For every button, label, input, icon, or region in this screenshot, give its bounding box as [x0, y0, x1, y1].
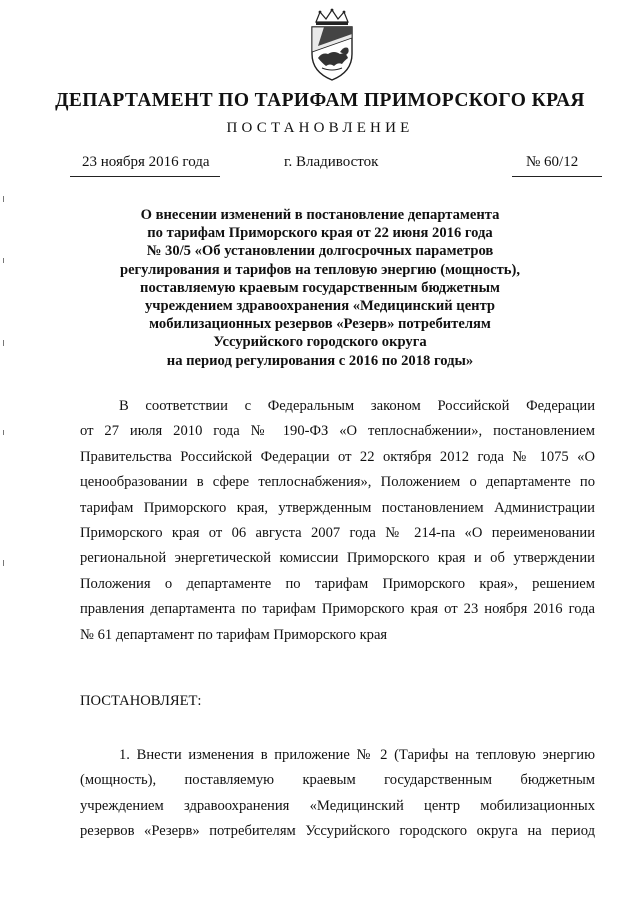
- date-underline: [70, 176, 220, 177]
- preamble-line: от 27 июля 2010 года № 190-ФЗ «О теплоснабжении», постановлением: [80, 423, 595, 440]
- heading-line: поставляемую краевым государственным бюджетным: [140, 279, 500, 296]
- department-title: ДЕПАРТАМЕНТ ПО ТАРИФАМ ПРИМОРСКОГО КРАЯ: [55, 90, 585, 111]
- heading-line: № 30/5 «Об установлении долгосрочных параметров: [146, 243, 494, 260]
- preamble-line: Приморского края от 06 августа 2007 года № 214-па «О переименовании: [80, 525, 595, 542]
- scan-mark: [3, 258, 4, 263]
- scan-mark: [3, 196, 4, 202]
- preamble-line: ценообразовании в сфере теплоснабжения», Положением о департаменте по: [80, 474, 595, 491]
- resolve-heading: ПОСТАНОВЛЯЕТ:: [80, 693, 202, 709]
- heading-line: по тарифам Приморского края от 22 июня 2016 года: [147, 225, 493, 242]
- preamble-line: Положения о департаменте по тарифам Приморского края», решением: [80, 575, 595, 592]
- number-underline: [512, 176, 602, 177]
- item-line: (мощность), поставляемую краевым государственным бюджетным: [80, 772, 595, 789]
- document-number: № 60/12: [526, 154, 579, 170]
- preamble-line: правления департамента по тарифам Приморского края от 23 ноября 2016 года: [80, 601, 595, 618]
- document-city: г. Владивосток: [284, 154, 379, 170]
- item-line: учреждением здравоохранения «Медицинский центр мобилизационных: [80, 797, 595, 814]
- document-date: 23 ноября 2016 года: [82, 154, 210, 170]
- item-1-paragraph: [80, 743, 595, 845]
- heading-line: О внесении изменений в постановление департамента: [140, 207, 500, 223]
- preamble-line: тарифам Приморского края, утвержденным постановлением Администрации: [80, 499, 595, 516]
- heading-line: мобилизационных резервов «Резерв» потребителям: [149, 316, 491, 333]
- heading-line: Уссурийского городского округа: [213, 334, 427, 351]
- document-type: ПОСТАНОВЛЕНИЕ: [226, 120, 414, 136]
- scan-mark: [3, 430, 4, 435]
- heading-line: учреждением здравоохранения «Медицинский центр: [144, 298, 496, 315]
- item-line: резервов «Резерв» потребителям Уссурийского городского округа на период: [80, 823, 595, 840]
- preamble-line: № 61 департамент по тарифам Приморского края: [80, 626, 388, 643]
- preamble-line: региональной энергетической комиссии Приморского края и об утверждении: [80, 550, 595, 567]
- preamble-line: Правительства Российской Федерации от 22 октября 2012 года № 1075 «О: [80, 448, 595, 465]
- emblem-icon: [304, 8, 360, 82]
- item-line: 1. Внести изменения в приложение № 2 (Тарифы на тепловую энергию: [119, 747, 595, 763]
- heading-line: регулирования и тарифов на тепловую энергию (мощность),: [119, 261, 521, 278]
- preamble-line: В соответствии с Федеральным законом Российской Федерации: [119, 398, 595, 414]
- scan-mark: [3, 340, 4, 346]
- heading-line: на период регулирования с 2016 по 2018 годы»: [166, 352, 474, 369]
- preamble-paragraph: [80, 394, 595, 648]
- resolution-heading: [100, 206, 540, 370]
- scan-mark: [3, 560, 4, 566]
